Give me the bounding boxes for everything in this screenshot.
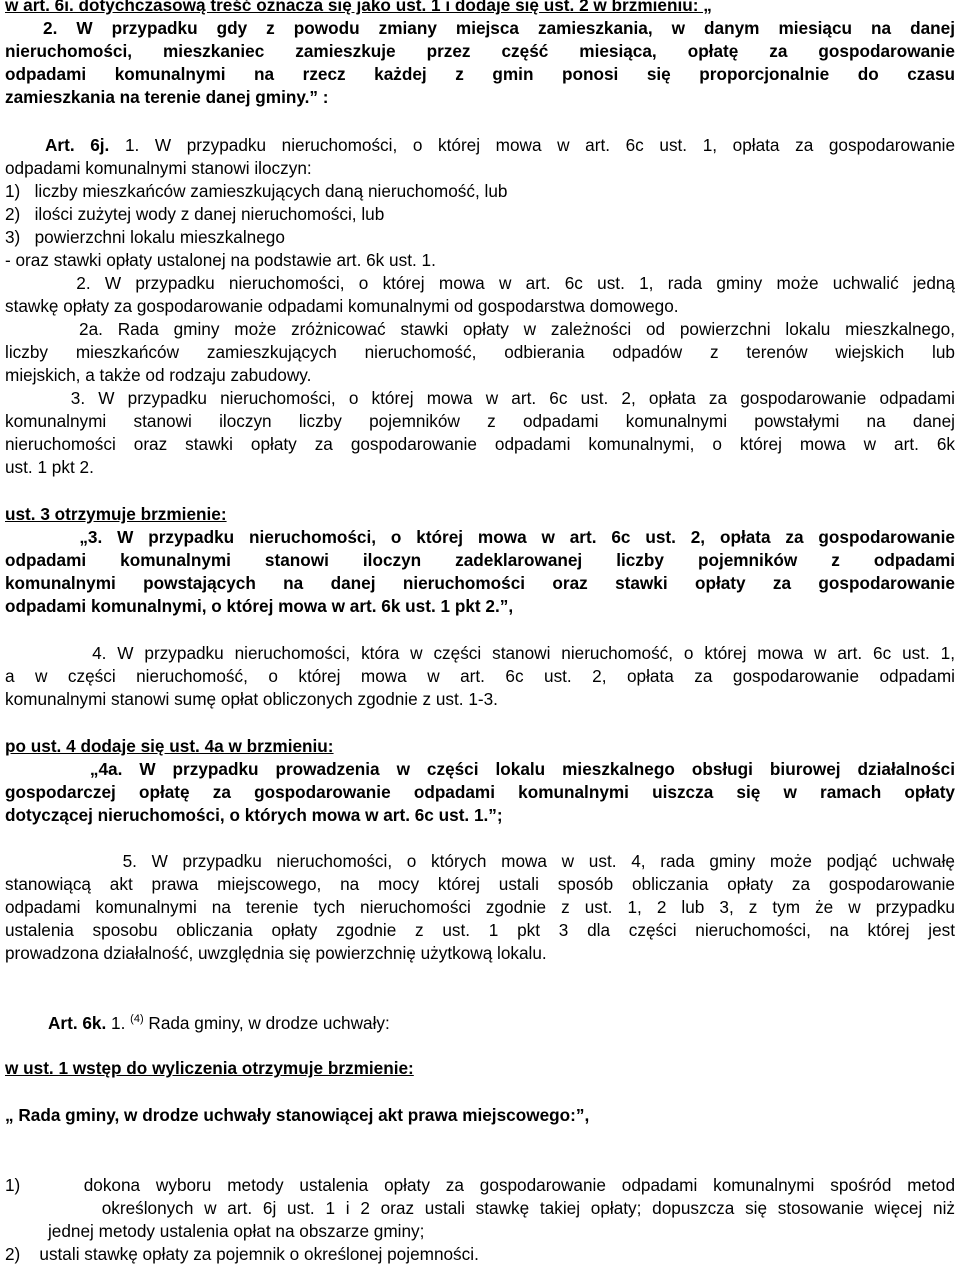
- list-item-continuation: określonych w art. 6j ust. 1 i 2 oraz ustali stawkę takiej opłaty; dopuszcza się stosowanie więcej niż: [5, 1198, 955, 1218]
- quoted-paragraph-line: zamieszkania na terenie danej gminy.” :: [5, 87, 329, 107]
- article-line: miejskich, a także od rodzaju zabudowy.: [5, 365, 312, 385]
- paragraph-line: a w części nieruchomość, o której mowa w art. 6c ust. 2, opłata za gospodarowanie odpadami: [5, 666, 955, 686]
- paragraph-line: 5. W przypadku nieruchomości, o których mowa w ust. 4, rada gminy może podjąć uchwałę: [5, 851, 955, 871]
- quoted-paragraph-line: komunalnymi powstających na danej nieruchomości oraz stawki opłaty za gospodarowanie: [5, 573, 955, 593]
- amendment-heading-6k: w ust. 1 wstęp do wyliczenia otrzymuje brzmienie:: [5, 1058, 414, 1078]
- quoted-paragraph-line: gospodarczej opłatę za gospodarowanie odpadami komunalnymi uiszcza się w ramach opłaty: [5, 782, 955, 802]
- article-6j-first-line: [45, 134, 955, 157]
- article-line: stawkę opłaty za gospodarowanie odpadami komunalnymi od gospodarstwa domowego.: [5, 296, 679, 316]
- article-line: 2. W przypadku nieruchomości, o której mowa w art. 6c ust. 1, rada gminy może uchwalić jedną: [5, 273, 955, 293]
- amendment-heading-ust3: ust. 3 otrzymuje brzmienie:: [5, 504, 227, 524]
- list-item: 3) powierzchni lokalu mieszkalnego: [5, 227, 285, 247]
- quoted-paragraph-line: „3. W przypadku nieruchomości, o której mowa w art. 6c ust. 2, opłata za gospodarowanie: [5, 527, 955, 547]
- quoted-paragraph-line: dotyczącej nieruchomości, o których mowa w art. 6c ust. 1.”;: [5, 805, 503, 825]
- list-item: 2) ilości zużytej wody z danej nieruchomości, lub: [5, 204, 385, 224]
- paragraph-line: stanowiącą akt prawa miejscowego, na mocy której ustali sposób obliczania opłaty za gospodarowanie: [5, 874, 955, 894]
- amendment-heading-6i: w art. 6i. dotychczasową treść oznacza się jako ust. 1 i dodaje się ust. 2 w brzmieniu: „: [5, 0, 712, 15]
- quoted-paragraph-line: odpadami komunalnymi, o której mowa w art. 6k ust. 1 pkt 2.”,: [5, 596, 514, 616]
- paragraph-line: odpadami komunalnymi na terenie tych nieruchomości zgodnie z ust. 1, 2 lub 3, z tym że w przypadku: [5, 897, 955, 917]
- amendment-heading-ust4a: po ust. 4 dodaje się ust. 4a w brzmieniu:: [5, 736, 334, 756]
- paragraph-line: komunalnymi stanowi sumę opłat obliczonych zgodnie z ust. 1-3.: [5, 689, 498, 709]
- quoted-intro: „ Rada gminy, w drodze uchwały stanowiącej akt prawa miejscowego:”,: [5, 1105, 590, 1125]
- paragraph-line: prowadzona działalność, uwzględnia się powierzchnię użytkową lokalu.: [5, 943, 547, 963]
- article-line: odpadami komunalnymi stanowi iloczyn:: [5, 158, 312, 178]
- article-6k-line: [48, 1012, 948, 1035]
- article-line: liczby mieszkańców zamieszkujących nieruchomość, odbierania odpadów z terenów wiejskich lub: [5, 342, 955, 362]
- article-line: nieruchomości oraz stawki opłaty za gospodarowanie odpadami komunalnymi, o której mowa w art. 6k: [5, 434, 955, 454]
- article-line: - oraz stawki opłaty ustalonej na podstawie art. 6k ust. 1.: [5, 250, 436, 270]
- paragraph-number: 1.: [106, 1013, 131, 1033]
- article-text: Rada gminy, w drodze uchwały:: [143, 1013, 390, 1033]
- list-item: 1) liczby mieszkańców zamieszkujących daną nieruchomość, lub: [5, 181, 508, 201]
- paragraph-line: 4. W przypadku nieruchomości, która w części stanowi nieruchomość, o której mowa w art. 6c ust. 1,: [5, 643, 955, 663]
- quoted-paragraph-line: odpadami komunalnymi na rzecz każdej z gmin ponosi się proporcjonalnie do czasu: [5, 64, 955, 84]
- article-line: 2a. Rada gminy może zróżnicować stawki opłaty w zależności od powierzchni lokalu mieszkalnego,: [5, 319, 955, 339]
- article-text: 1. W przypadku nieruchomości, o której mowa w art. 6c ust. 1, opłata za gospodarowanie: [109, 135, 956, 155]
- footnote-marker: (4): [130, 1013, 144, 1025]
- article-line: komunalnymi stanowi iloczyn liczby pojemników z odpadami komunalnymi powstałymi na danej: [5, 411, 955, 431]
- list-item: 1) dokona wyboru metody ustalenia opłaty za gospodarowanie odpadami komunalnymi spośród metod: [5, 1175, 955, 1195]
- article-line: ust. 1 pkt 2.: [5, 457, 94, 477]
- list-item: 2) ustali stawkę opłaty za pojemnik o określonej pojemności.: [5, 1244, 479, 1264]
- quoted-paragraph-line: nieruchomości, mieszkaniec zamieszkuje przez część miesiąca, opłatę za gospodarowanie: [5, 41, 955, 61]
- article-label: Art. 6k.: [48, 1013, 107, 1033]
- quoted-paragraph-line: odpadami komunalnymi stanowi iloczyn zadeklarowanej liczby pojemników z odpadami: [5, 550, 955, 570]
- list-item-continuation: jednej metody ustalenia opłat na obszarze gminy;: [5, 1221, 425, 1241]
- quoted-paragraph-line: 2. W przypadku gdy z powodu zmiany miejsca zamieszkania, w danym miesiącu na danej: [5, 18, 955, 38]
- quoted-paragraph-line: „4a. W przypadku prowadzenia w części lokalu mieszkalnego obsługi biurowej działalności: [5, 759, 955, 779]
- article-label: Art. 6j.: [45, 135, 110, 155]
- paragraph-line: ustalenia sposobu obliczania opłaty zgodnie z ust. 1 pkt 3 dla części nieruchomości, na której jest: [5, 920, 955, 940]
- article-line: 3. W przypadku nieruchomości, o której mowa w art. 6c ust. 2, opłata za gospodarowanie odpadami: [5, 388, 955, 408]
